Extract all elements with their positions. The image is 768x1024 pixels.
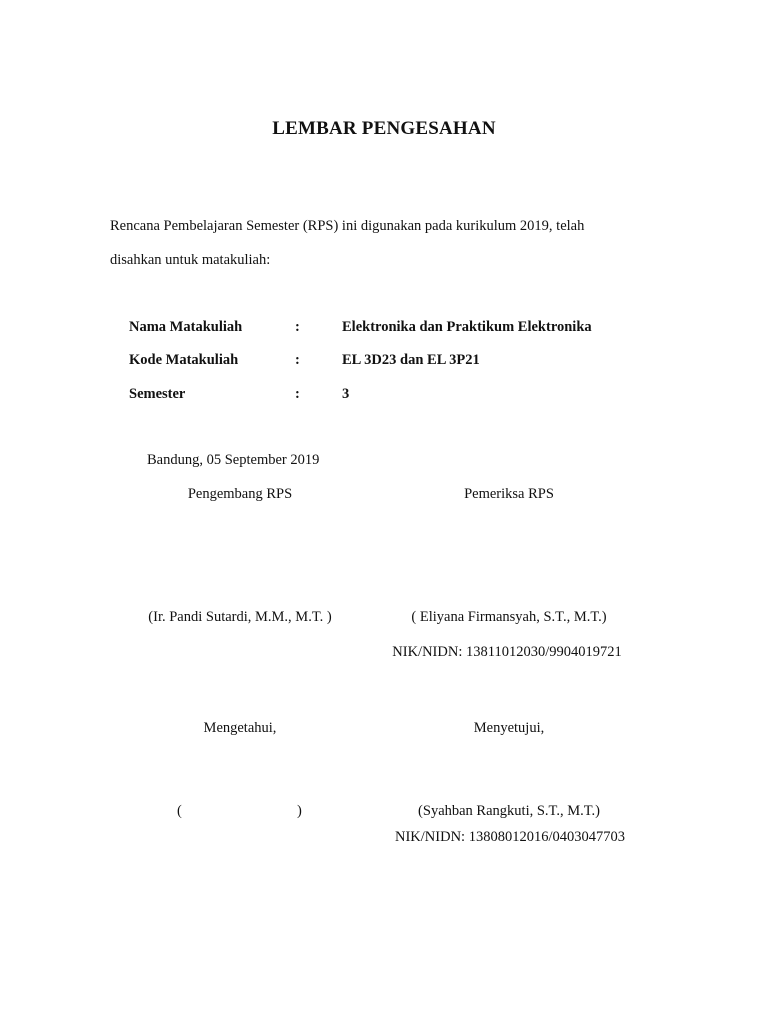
reviewer-role: Pemeriksa RPS (464, 486, 554, 502)
approver-name: (Syahban Rangkuti, S.T., M.T.) (418, 803, 600, 819)
developer-name: (Ir. Pandi Sutardi, M.M., M.T. ) (148, 609, 332, 625)
acknowledger-name-open: ( (177, 803, 182, 819)
field-label-semester: Semester (129, 386, 186, 402)
intro-line-1: Rencana Pembelajaran Semester (RPS) ini digunakan pada kurikulum 2019, telah (110, 218, 585, 234)
field-label-course-code: Kode Matakuliah (129, 352, 239, 368)
field-value-course-code: EL 3D23 dan EL 3P21 (342, 352, 480, 368)
reviewer-name: ( Eliyana Firmansyah, S.T., M.T.) (411, 609, 607, 625)
field-label-course-name: Nama Matakuliah (129, 319, 243, 335)
developer-role: Pengembang RPS (187, 486, 293, 502)
field-value-semester: 3 (342, 386, 350, 402)
document-title: LEMBAR PENGESAHAN (272, 118, 496, 139)
acknowledger-name-close: ) (297, 803, 302, 819)
acknowledger-role: Mengetahui, (203, 720, 277, 736)
intro-line-2: disahkan untuk matakuliah: (110, 252, 271, 268)
field-separator: : (295, 352, 300, 368)
field-separator: : (295, 319, 300, 335)
reviewer-id: NIK/NIDN: 13811012030/9904019721 (392, 644, 622, 660)
field-separator: : (295, 386, 300, 402)
approver-id: NIK/NIDN: 13808012016/0403047703 (395, 829, 625, 845)
place-date: Bandung, 05 September 2019 (147, 452, 320, 468)
approver-role: Menyetujui, (473, 720, 545, 736)
field-value-course-name: Elektronika dan Praktikum Elektronika (342, 319, 592, 335)
